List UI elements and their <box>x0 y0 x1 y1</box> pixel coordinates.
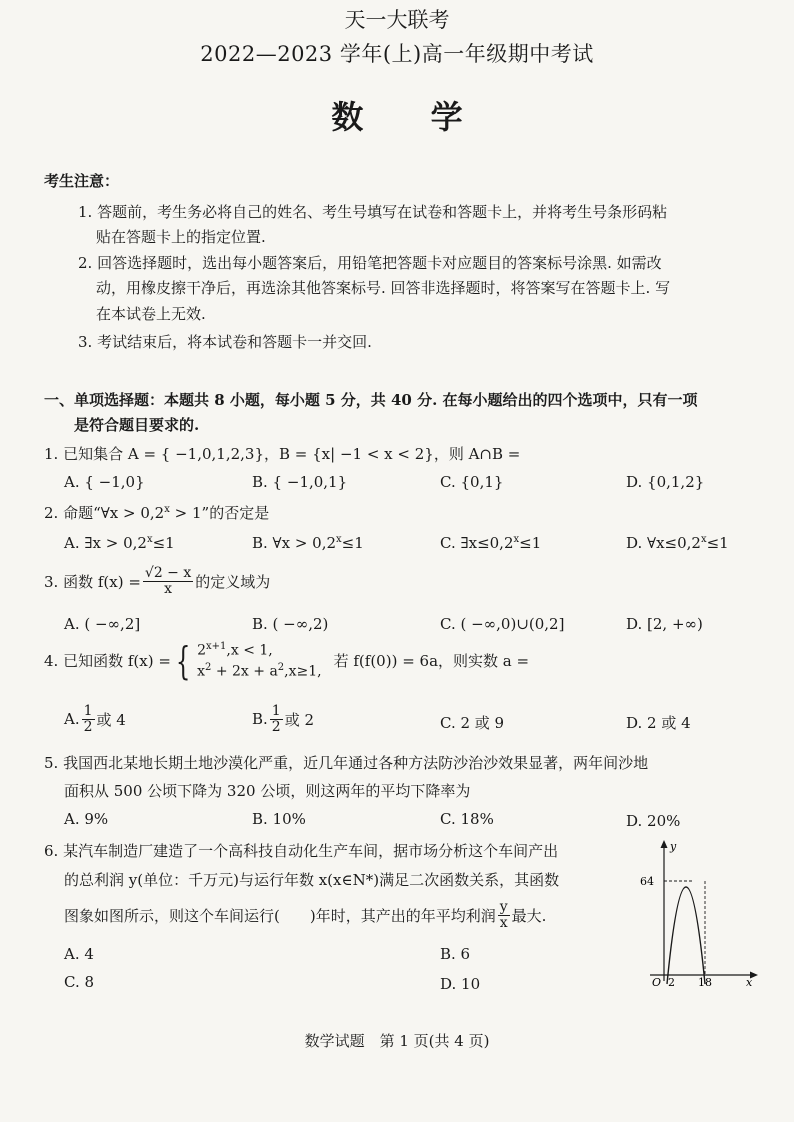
q3-option-d: D. [2, +∞) <box>626 615 703 633</box>
q4-option-c: C. 2 或 9 <box>440 714 505 732</box>
q6-parabola-graph <box>630 836 760 986</box>
q4-option-b: B. $\frac{1}{2}$ 或 2 <box>252 703 315 735</box>
graph-y-label: y <box>670 840 677 853</box>
q4-piecewise: { $2^{x+1},x < 1$, $x^2 + 2x + a^2,x\ge 1$, <box>175 638 322 683</box>
q1-stem: 1. 已知集合 A = { −1,0,1,2,3}，B = {x| −1 < x < 2}，则 A∩B = <box>44 445 521 463</box>
q5-option-b: B. 10% <box>252 810 306 828</box>
q6-option-a: A. 4 <box>64 945 94 963</box>
notice-3: 3. 考试结束后，将本试卷和答题卡一并交回. <box>78 333 372 351</box>
graph-y-arrow <box>661 840 668 848</box>
q6-line3: 图象如图所示，则这个车间运行( )年时，其产出的年平均利润 $\frac{y}{x}$ 最大. <box>64 899 547 931</box>
notice-2b: 动，用橡皮擦干净后，再选涂其他答案标号. 回答非选择题时，将答案写在答题卡上. 写 <box>96 279 671 297</box>
graph-root1-label: 2 <box>668 976 675 986</box>
q2-stem: 2. 命题“∀x > $0,2^x > 1$”的否定是 <box>44 504 270 522</box>
q2-option-a: A. ∃x > $0,2^x\le 1$ <box>64 534 175 552</box>
q1-option-d: D. {0,1,2} <box>626 473 705 491</box>
q1-option-c: C. {0,1} <box>440 473 504 491</box>
notice-2c: 在本试卷上无效. <box>96 305 206 323</box>
q6-option-b: B. 6 <box>440 945 471 963</box>
q6-line2: 的总利润 y(单位：千万元)与运行年数 x(x∈N*)满足二次函数关系，其函数 <box>64 871 560 889</box>
q5-line1: 5. 我国西北某地长期土地沙漠化严重，近几年通过各种方法防沙治沙效果显著，两年间沙地 <box>44 754 649 772</box>
graph-parabola <box>667 887 705 984</box>
q1-option-a: A. { −1,0} <box>64 473 145 491</box>
graph-root2-label: 18 <box>698 976 712 986</box>
q2-option-d: D. $\forall x\le 0,2^x\le 1$ <box>626 534 729 552</box>
q3-fraction: $\frac{√2 - x}{x}$ <box>144 565 192 597</box>
q3-option-a: A. ( −∞,2] <box>64 615 141 633</box>
q6-line1: 6. 某汽车制造厂建造了一个高科技自动化生产车间，据市场分析这个车间产出 <box>44 842 559 860</box>
notice-1b: 贴在答题卡上的指定位置. <box>96 228 266 246</box>
q5-option-a: A. 9% <box>64 810 109 828</box>
q3-option-b: B. ( −∞,2) <box>252 615 329 633</box>
graph-origin-label: O <box>652 976 662 986</box>
q4-option-a: A. $\frac{1}{2}$ 或 4 <box>64 703 126 735</box>
q4-option-d: D. 2 或 4 <box>626 714 691 732</box>
q5-option-c: C. 18% <box>440 810 494 828</box>
notice-heading: 考生注意： <box>44 172 120 190</box>
subject-title: 数 学 <box>331 98 491 136</box>
q3-stem: 3. 函数 f(x) = $\frac{√2 - x}{x}$ 的定义域为 <box>44 565 271 597</box>
q5-option-d: D. 20% <box>626 812 681 830</box>
page-footer: 数学试题 第 1 页(共 4 页) <box>304 1032 490 1050</box>
q6-option-d: D. 10 <box>440 975 481 993</box>
graph-peak-label: 64 <box>640 875 654 888</box>
exam-title: 2022—2023 学年(上)高一年级期中考试 <box>200 42 594 66</box>
section1-line1: 一、单项选择题：本题共 8 小题，每小题 5 分，共 40 分. 在每小题给出的四个选项中，只有一项 <box>44 391 698 409</box>
graph-x-label: x <box>746 976 753 986</box>
q6-option-c: C. 8 <box>64 973 95 991</box>
notice-2a: 2. 回答选择题时，选出每小题答案后，用铅笔把答题卡对应题目的答案标号涂黑. 如需改 <box>78 254 662 272</box>
q2-option-c: C. $\exists x\le 0,2^x\le 1$ <box>440 534 542 552</box>
q4-stem: 4. 已知函数 f(x) = { $2^{x+1},x < 1$, $x^2 + 2x + a^2,x\ge 1$, 若 f(f(0)) = 6a，则实数 a = <box>44 638 530 683</box>
q1-option-b: B. { −1,0,1} <box>252 473 348 491</box>
q5-line2: 面积从 500 公顷下降为 320 公顷，则这两年的平均下降率为 <box>64 782 471 800</box>
q2-option-b: B. ∀x > $0,2^x\le 1$ <box>252 534 364 552</box>
notice-1a: 1. 答题前，考生务必将自己的姓名、考生号填写在试卷和答题卡上，并将考生号条形码粘 <box>78 203 668 221</box>
section1-line2: 是符合题目要求的. <box>74 416 200 434</box>
exam-org: 天一大联考 <box>344 8 450 32</box>
q3-option-c: C. ( −∞,0)∪(0,2] <box>440 615 565 633</box>
